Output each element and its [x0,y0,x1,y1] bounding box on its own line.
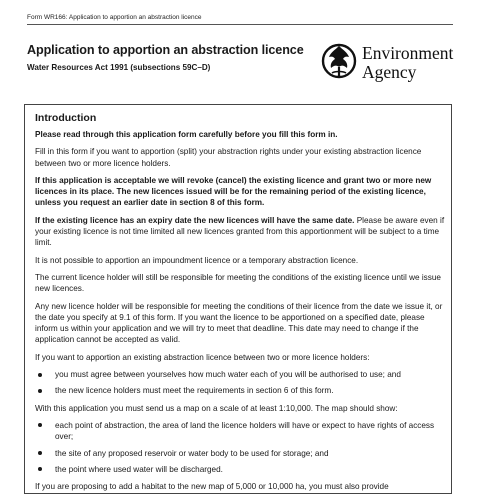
intro-paragraph-new-holder: Any new licence holder will be responsible for meeting the conditions of their licence from the date we issue it, or the date you specify at 9.1 of this form. If you want the licence to be apportioned on a specified date, please inform us within your application and we will try to meet that deadline. This date may need to change if the application cannot be accepted as valid. [35,301,443,345]
page-subtitle: Water Resources Act 1991 (subsections 59C–D) [27,63,211,72]
intro-paragraph-truncated: If you are proposing to add a habitat to the new map of 5,000 or 10,000 ha, you must also provide [35,482,389,492]
intro-read-notice: Please read through this application form carefully before you fill this form in. [35,130,338,139]
logo-word-agency: Agency [362,62,417,82]
apportion-requirements-list [35,369,445,397]
map-requirements-list [35,420,445,475]
logo-word-environment: Environment [362,43,454,63]
introduction-content [35,112,445,498]
intro-paragraph-revoke: If this application is acceptable we will revoke (cancel) the existing licence and grant two or more new licences in its place. The new licences issued will be for the remaining period of the existing licence, unless you request an earlier date in section 8 of this form. [35,175,432,208]
list-item: the point where used water will be discharged. [35,464,445,475]
list-item: you must agree between yourselves how much water each of you will be authorised to use; and [35,369,445,380]
list-item: each point of abstraction, the area of land the licence holders will have or expect to have rights of access over; [35,420,445,443]
header-rule [27,24,453,25]
intro-paragraph-map: With this application you must send us a map on a scale of at least 1:10,000. The map should show: [35,403,398,413]
list-item: the new licence holders must meet the requirements in section 6 of this form. [35,385,445,396]
introduction-heading: Introduction [35,112,97,124]
environment-agency-emblem-icon [320,40,358,84]
intro-paragraph-impoundment: It is not possible to apportion an impoundment licence or a temporary abstraction licence. [35,255,359,265]
form-reference: Form WR166: Application to apportion an abstraction licence [27,14,202,21]
page-title: Application to apportion an abstraction licence [27,43,304,57]
intro-paragraph-apportion: If you want to apportion an existing abstraction licence between two or more licence holders: [35,352,370,362]
intro-paragraph-purpose: Fill in this form if you want to apportion (split) your abstraction rights under your existing abstraction licence between two or more licence holders. [35,147,422,168]
intro-paragraph-current-holder: The current licence holder will still be responsible for meeting the conditions of the existing licence until we issue new licences. [35,272,441,294]
environment-agency-logo [320,40,455,88]
list-item: the site of any proposed reservoir or water body to be used for storage; and [35,448,445,459]
intro-paragraph-expiry: If the existing licence has an expiry date the new licences will have the same date. Please be aware even if your existing licence is not time limited all new licences granted from this apportionment will be subject to a time limit. [35,215,445,248]
